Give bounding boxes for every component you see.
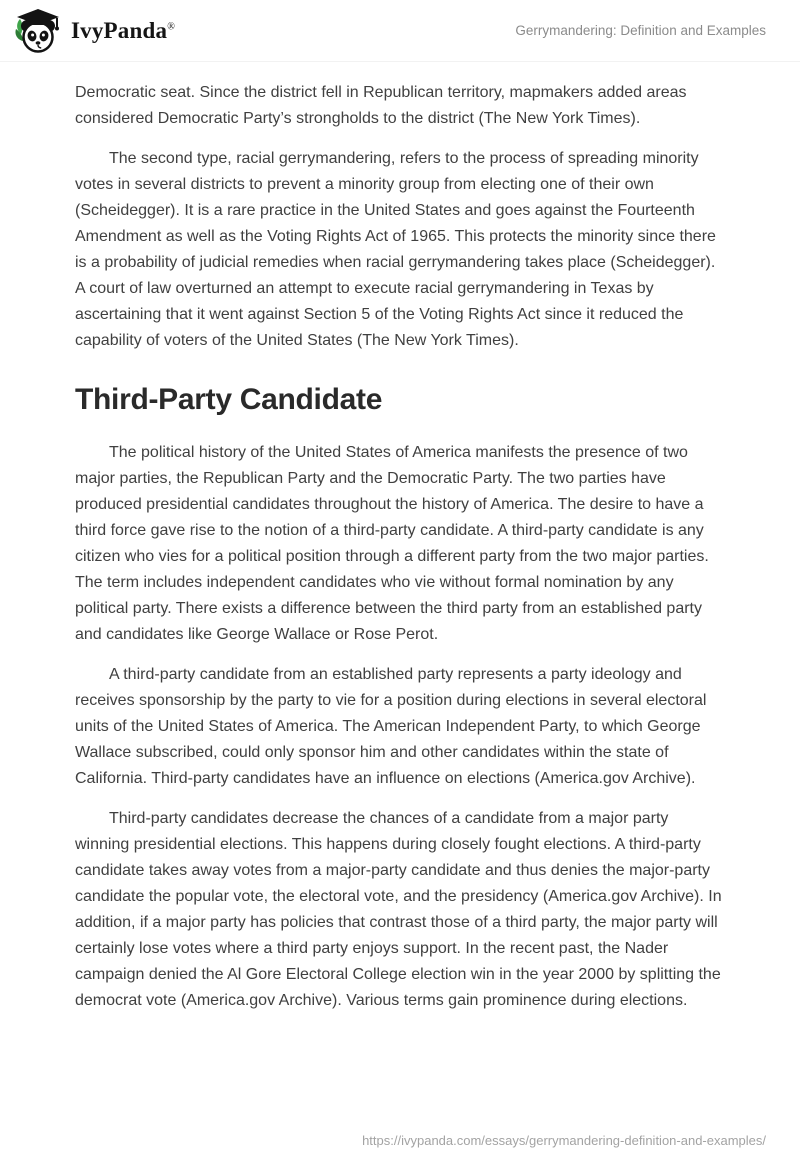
panda-logo-icon bbox=[14, 7, 62, 55]
source-url[interactable]: https://ivypanda.com/essays/gerrymandering-definition-and-examples/ bbox=[362, 1133, 766, 1148]
paragraph-racial-gerrymandering: The second type, racial gerrymandering, refers to the process of spreading minority votes in several districts to prevent a minority group from electing one of their own (Scheidegger). It is a rare practice in the United States and goes against the Fourteenth Amendment as well as the Voting Rights Act of 1965. This protects the minority since there is a probability of judicial remedies when racial gerrymandering takes place (Scheidegger). A court of law overturned an attempt to execute racial gerrymandering in Texas by ascertaining that it went against Section 5 of the Voting Rights Act since it reduced the capability of voters of the United States (The New York Times). bbox=[75, 150, 716, 349]
paragraph-continuation: Democratic seat. Since the district fell in Republican territory, mapmakers added areas considered Democratic Party’s strongholds to the district (The New York Times). bbox=[75, 84, 687, 127]
document-title: Gerrymandering: Definition and Examples bbox=[515, 23, 766, 38]
paragraph-decrease-chances: Third-party candidates decrease the chances of a candidate from a major party winning presidential elections. This happens during closely fought elections. A third-party candidate takes away votes from a major-party candidate and thus denies the major-party candidate the popular vote, the electoral vote, and the presidency (America.gov Archive). In addition, if a major party has policies that contrast those of a third party, the major party will certainly lose votes where a third party enjoys support. In the recent past, the Nader campaign denied the Al Gore Electoral College election win in the year 2000 by splitting the democrat vote (America.gov Archive). Various terms gain prominence during elections. bbox=[75, 810, 722, 1009]
paragraph-established-party: A third-party candidate from an established party represents a party ideology and receives sponsorship by the party to vie for a position during elections in several electoral units of the United States of America. The American Independent Party, to which George Wallace subscribed, could only sponsor him and other candidates within the state of California. Third-party candidates have an influence on elections (America.gov Archive). bbox=[75, 666, 707, 787]
essay-content bbox=[0, 62, 800, 1014]
section-heading: Third-Party Candidate bbox=[75, 383, 383, 416]
page-footer bbox=[362, 1133, 766, 1148]
ivypanda-logo[interactable] bbox=[14, 7, 175, 55]
page-header bbox=[0, 0, 800, 62]
registered-mark: ® bbox=[167, 20, 175, 32]
brand-name: IvyPanda® bbox=[71, 17, 175, 43]
paragraph-political-history: The political history of the United States of America manifests the presence of two major parties, the Republican Party and the Democratic Party. The two parties have produced presidential candidates throughout the history of America. The desire to have a third force gave rise to the notion of a third-party candidate. A third-party candidate is any citizen who vies for a political position through a different party from the two major parties. The term includes independent candidates who vie without formal nomination by any political party. There exists a difference between the third party from an established party and candidates like George Wallace or Rose Perot. bbox=[75, 444, 709, 643]
